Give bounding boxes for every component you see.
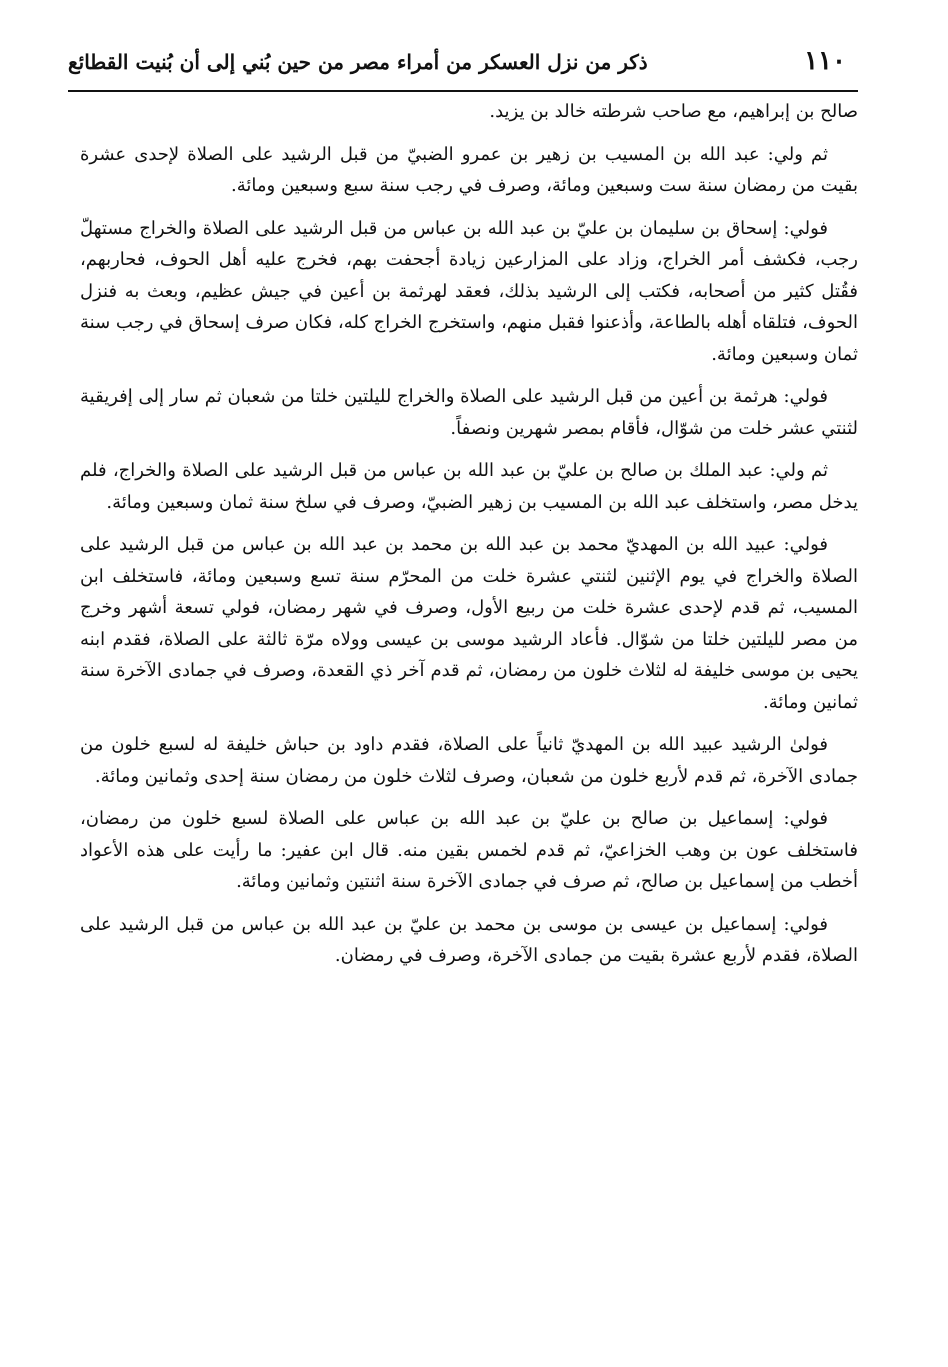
paragraph: فولي: عبيد الله بن المهديّ محمد بن عبد الله بن محمد بن عبد الله بن عباس من قبل الرشيد على الصلاة والخراج في يوم الإثنين لثنتي عشرة خلت من المحرّم سنة تسع وسبعين ومائة، فاستخلف ابن المسيب، ثم قدم لإحدى عشرة خلت من ربيع الأول، وصرف في شهر رمضان، فولي تسعة أشهر وخرج من مصر لليلتين خلتا من شوّال. فأعاد الرشيد موسى بن عيسى وولاه مرّة ثالثة على الصلاة، فقدم ابنه يحيى بن موسى خليفة له لثلاث خلون من رمضان، ثم قدم آخر ذي القعدة، وصرف في جمادى الآخرة سنة ثمانين ومائة. <box>80 534 859 713</box>
paragraph: فولي: إسماعيل بن عيسى بن موسى بن محمد بن عليّ بن عبد الله بن عباس من قبل الرشيد على الصلاة، فقدم لأربع عشرة بقيت من جمادى الآخرة، وصرف في رمضان. <box>80 913 858 966</box>
paragraph: فولي: إسماعيل بن صالح بن عليّ بن عبد الله بن عباس على الصلاة لسبع خلون من رمضان، فاستخلف عون بن وهب الخزاعيّ، ثم قدم لخمس بقين منه. قال ابن عفير: ما رأيت على هذه الأعواد أخطب من إسماعيل بن صالح، ثم صرف في جمادى الآخرة سنة اثنتين وثمانين ومائة. <box>80 808 858 892</box>
header-divider <box>68 90 858 92</box>
page-header <box>68 40 858 88</box>
paragraph: ثم ولي: عبد الله بن المسيب بن زهير بن عمرو الضبيّ من قبل الرشيد على الصلاة لإحدى عشرة بقيت من رمضان سنة ست وسبعين ومائة، وصرف في رجب سنة سبع وسبعين ومائة. <box>80 143 858 196</box>
paragraph: ثم ولي: عبد الملك بن صالح بن عليّ بن عبد الله بن عباس من قبل الرشيد على الصلاة والخراج، فلم يدخل مصر، واستخلف عبد الله بن المسيب بن زهير الضبيّ، وصرف في سلخ سنة ثمان وسبعين ومائة. <box>80 460 858 513</box>
running-title: ذكر من نزل العسكر من أمراء مصر من حين بُني إلى أن بُنيت القطائع <box>68 50 648 74</box>
page-number: ١١٠ <box>804 46 846 76</box>
paragraph: صالح بن إبراهيم، مع صاحب شرطته خالد بن يزيد. <box>489 101 858 122</box>
paragraph: فولىٰ الرشيد عبيد الله بن المهديّ ثانياً على الصلاة، فقدم داود بن حباش خليفة له لسبع خلون من جمادى الآخرة، ثم قدم لأربع خلون من شعبان، وصرف لثلاث خلون من رمضان سنة إحدى وثمانين ومائة. <box>80 734 858 787</box>
body-text <box>80 96 858 983</box>
paragraph: فولي: هرثمة بن أعين من قبل الرشيد على الصلاة والخراج لليلتين خلتا من شعبان ثم سار إلى إفريقية لثنتي عشر خلت من شوّال، فأقام بمصر شهرين ونصفاً. <box>80 386 858 439</box>
paragraph: فولي: إسحاق بن سليمان بن عليّ بن عبد الله بن عباس من قبل الرشيد على الصلاة والخراج مستهلّ رجب، فكشف أمر الخراج، وزاد على المزارعين زيادة أجحفت بهم، فخرج عليه أهل الحوف، فحاربهم، فقُتل كثير من أصحابه، فكتب إلى الرشيد بذلك، فعقد لهرثمة بن أعين في جيش عظيم، وبعث به فنزل الحوف، فتلقاه أهله بالطاعة، وأذعنوا فقبل منهم، واستخرج الخراج كله، فكان صرف إسحاق في رجب سنة ثمان وسبعين ومائة. <box>80 217 858 365</box>
